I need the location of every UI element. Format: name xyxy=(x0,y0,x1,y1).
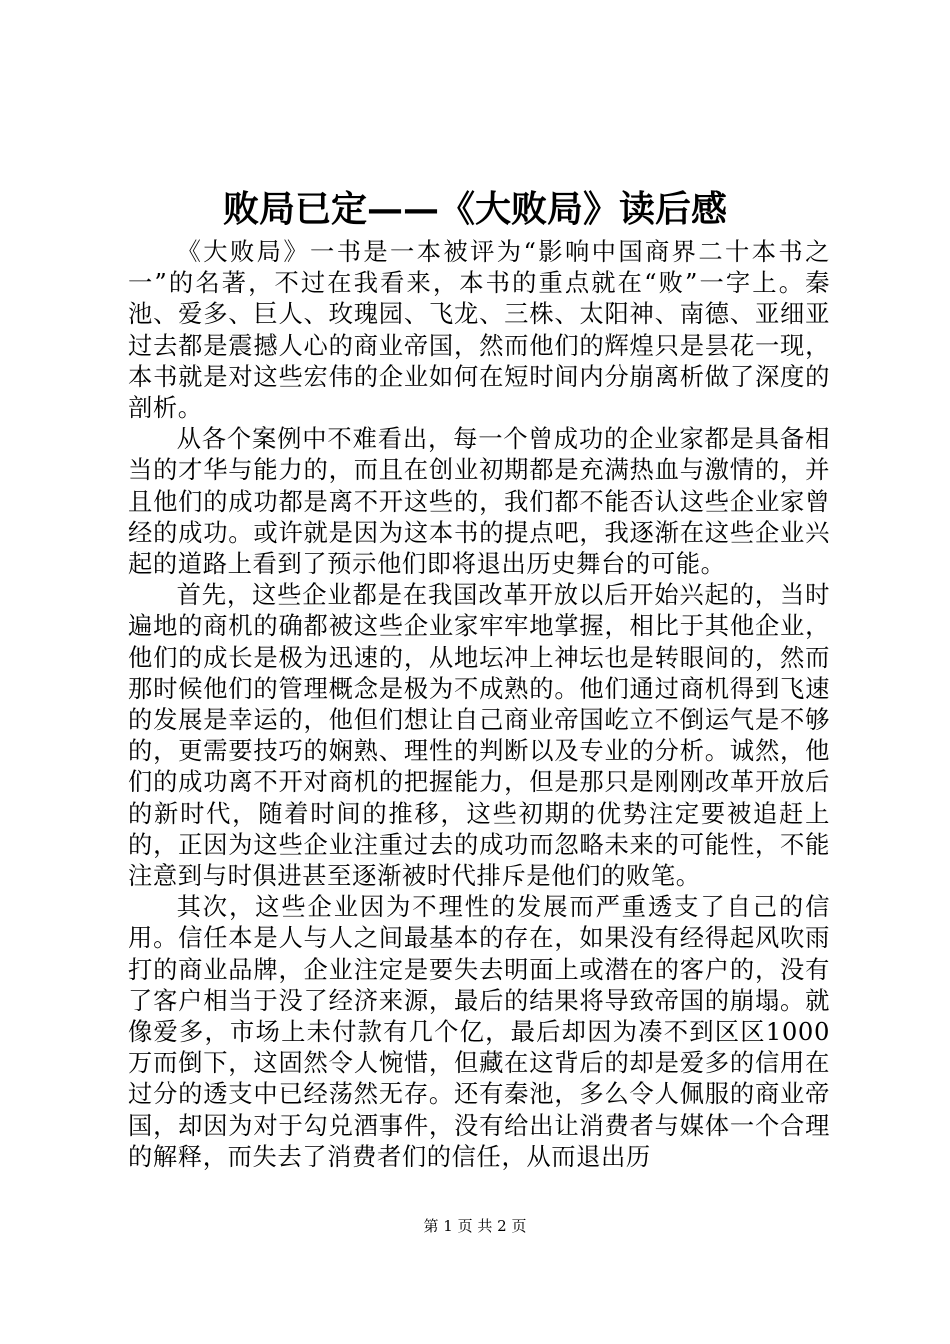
document-title: 败局已定——《大败局》读后感 xyxy=(222,188,727,230)
document-body xyxy=(128,236,830,1172)
paragraph: 其次，这些企业因为不理性的发展而严重透支了自己的信用。信任本是人与人之间最基本的存在，如果没有经得起风吹雨打的商业品牌，企业注定是要失去明面上或潜在的客户的，没有了客户相当于没了经济来源，最后的结果将导致帝国的崩塌。就像爱多，市场上未付款有几个亿，最后却因为凑不到区区1000万而倒下，这固然令人惋惜，但藏在这背后的却是爱多的信用在过分的透支中已经荡然无存。还有秦池，多么令人佩服的商业帝国，却因为对于勾兑酒事件，没有给出让消费者与媒体一个合理的解释，而失去了消费者们的信任，从而退出历 xyxy=(128,892,830,1171)
page-number-footer: 第 1 页 共 2 页 xyxy=(423,1217,527,1235)
paragraph: 首先，这些企业都是在我国改革开放以后开始兴起的，当时遍地的商机的确都被这些企业家牢牢地掌握，相比于其他企业，他们的成长是极为迅速的，从地坛冲上神坛也是转眼间的，然而那时候他们的管理概念是极为不成熟的。他们通过商机得到飞速的发展是幸运的，他但们想让自己商业帝国屹立不倒运气是不够的，更需要技巧的娴熟、理性的判断以及专业的分析。诚然，他们的成功离不开对商机的把握能力，但是那只是刚刚改革开放后的新时代，随着时间的推移，这些初期的优势注定要被追赶上的，正因为这些企业注重过去的成功而忽略未来的可能性，不能注意到与时俱进甚至逐渐被时代排斥是他们的败笔。 xyxy=(128,580,830,891)
paragraph: 《大败局》一书是一本被评为“影响中国商界二十本书之一”的名著，不过在我看来，本书的重点就在“败”一字上。秦池、爱多、巨人、玫瑰园、飞龙、三株、太阳神、南德、亚细亚过去都是震撼人心的商业帝国，然而他们的辉煌只是昙花一现，本书就是对这些宏伟的企业如何在短时间内分崩离析做了深度的剖析。 xyxy=(128,237,830,423)
paragraph: 从各个案例中不难看出，每一个曾成功的企业家都是具备相当的才华与能力的，而且在创业初期都是充满热血与激情的，并且他们的成功都是离不开这些的，我们都不能否认这些企业家曾经的成功。或许就是因为这本书的提点吧，我逐渐在这些企业兴起的道路上看到了预示他们即将退出历史舞台的可能。 xyxy=(128,424,830,579)
